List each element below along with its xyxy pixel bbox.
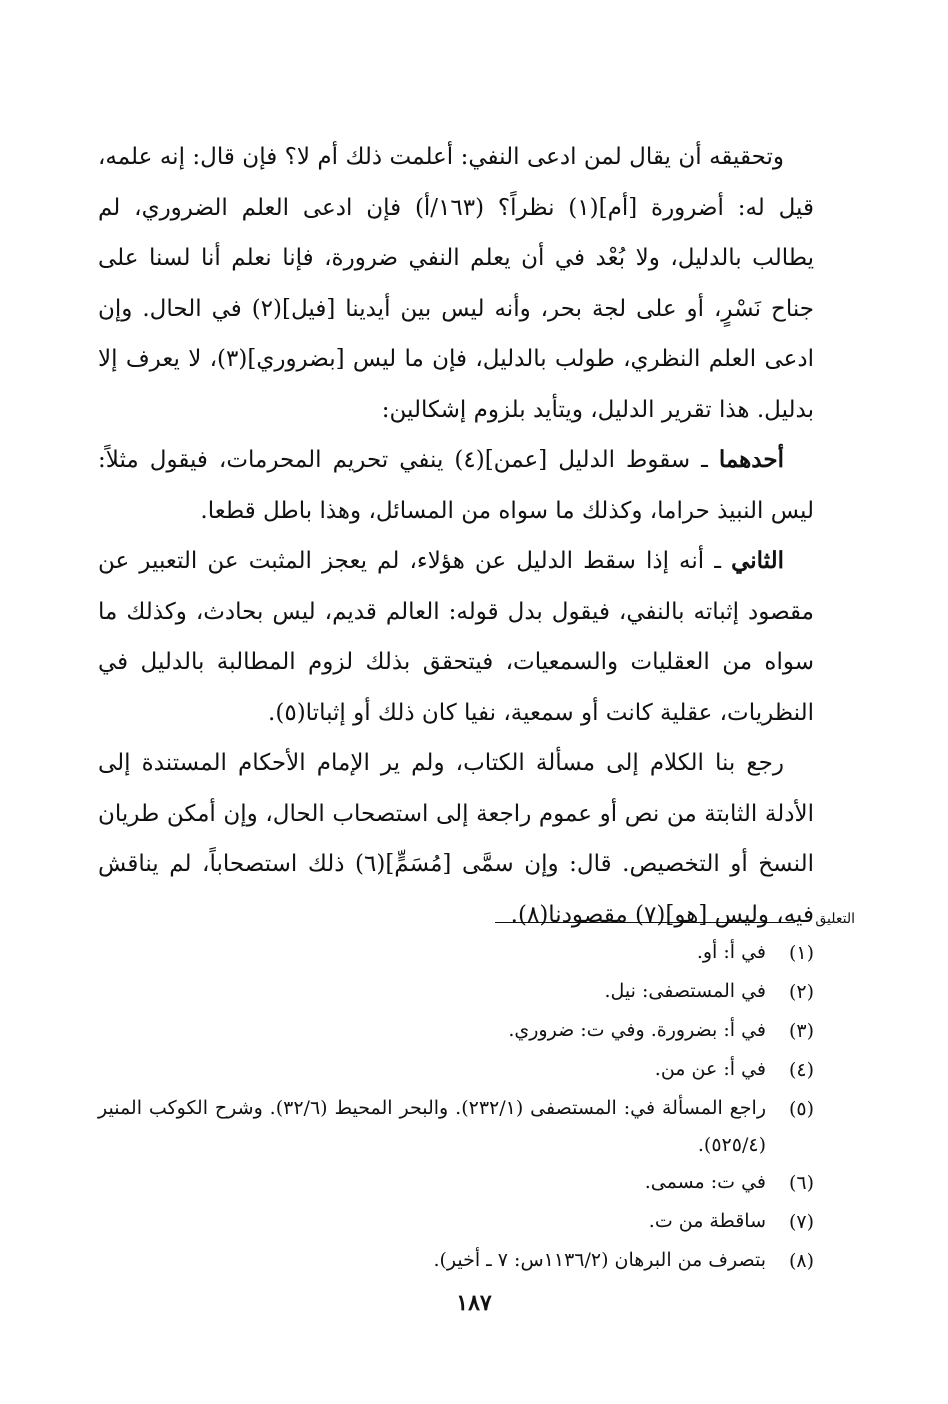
paragraph-2 bbox=[98, 435, 814, 536]
footnote-item bbox=[98, 1203, 814, 1242]
footnote-item bbox=[98, 1051, 814, 1090]
paragraph-3-text: ـ أنه إذا سقط الدليل عن هؤلاء، لم يعجز المثبت عن التعبير عن مقصود إثباته بالنفي، فيقول بدل قوله: العالم قديم، ليس بحادث، وكذلك ما سواه من العقليات والسمعيات، فيتحقق بذلك لزوم المطالبة بالدليل في النظريات، عقلية كانت أو سمعية، نفيا كان ذلك أو إثباتا(٥). bbox=[98, 548, 814, 726]
footnote-number: (٢) bbox=[788, 981, 814, 1003]
footnote-text: في أ: أو. bbox=[696, 941, 766, 963]
footnote-number: (٦) bbox=[788, 1172, 814, 1194]
footnote-text: في ت: مسمى. bbox=[644, 1171, 766, 1193]
footnotes bbox=[98, 934, 814, 1281]
footnote-number: (١) bbox=[788, 942, 814, 964]
footnote-text: راجع المسألة في: المستصفى (٢٣٢/١). والبحر المحيط (٣٢/٦). وشرح الكوكب المنير (٥٢٥/٤). bbox=[98, 1097, 766, 1156]
paragraph-2-label: أحدهما bbox=[718, 446, 784, 473]
footnote-item bbox=[98, 934, 814, 973]
footnote-text: في المستصفى: نيل. bbox=[604, 980, 766, 1002]
footnote-text: ساقطة من ت. bbox=[648, 1210, 766, 1232]
footnote-number: (٤) bbox=[788, 1059, 814, 1081]
page-number: ١٨٧ bbox=[456, 1290, 492, 1316]
paragraph-2-text: ـ سقوط الدليل [عمن](٤) ينفي تحريم المحرمات، فيقول مثلاً: ليس النبيذ حراما، وكذلك ما سواه من المسائل، وهذا باطل قطعا. bbox=[98, 447, 814, 524]
divider-line bbox=[495, 922, 795, 923]
footnote-text: بتصرف من البرهان (١١٣٦/٢س: ٧ ـ أخير). bbox=[433, 1249, 766, 1271]
footnote-text: في أ: عن من. bbox=[654, 1058, 766, 1080]
footnote-item bbox=[98, 1164, 814, 1203]
paragraph-4: رجع بنا الكلام إلى مسألة الكتاب، ولم ير الإمام الأحكام المستندة إلى الأدلة الثابتة من نص أو عموم راجعة إلى استصحاب الحال، وإن أمكن طريان النسخ أو التخصيص. قال: وإن سمَّى [مُسَمٍّ](٦) ذلك استصحاباً، لم يناقش فيه، وليس [هو](٧) مقصودنا(٨). bbox=[98, 750, 814, 928]
footnote-label: التعليق bbox=[815, 911, 855, 927]
footnote-number: (٧) bbox=[788, 1211, 814, 1233]
paragraph-3-label: الثاني bbox=[731, 547, 784, 574]
footnote-item bbox=[98, 1090, 814, 1164]
footnote-item bbox=[98, 1242, 814, 1281]
footnote-number: (٣) bbox=[788, 1020, 814, 1042]
main-text bbox=[98, 132, 814, 940]
footnote-number: (٨) bbox=[788, 1250, 814, 1272]
paragraph-1: وتحقيقه أن يقال لمن ادعى النفي: أعلمت ذلك أم لا؟ فإن قال: إنه علمه، قيل له: أضرورة [أم](١) نظراً؟ (١٦٣/أ) فإن ادعى العلم الضروري، لم يطالب بالدليل، ولا بُعْد في أن يعلم النفي ضرورة، فإنا نعلم أنا لسنا على جناح نَسْرٍ، أو على لجة بحر، وأنه ليس بين أيدينا [فيل](٢) في الحال. وإن ادعى العلم النظري، طولب بالدليل، فإن ما ليس [بضروري](٣)، لا يعرف إلا بدليل. هذا تقرير الدليل، ويتأيد بلزوم إشكالين: bbox=[98, 144, 815, 423]
footnote-text: في أ: بضرورة. وفي ت: ضروري. bbox=[508, 1019, 766, 1041]
footnote-item bbox=[98, 973, 814, 1012]
footnote-number: (٥) bbox=[788, 1098, 814, 1120]
paragraph-3 bbox=[98, 536, 814, 738]
footnote-item bbox=[98, 1012, 814, 1051]
